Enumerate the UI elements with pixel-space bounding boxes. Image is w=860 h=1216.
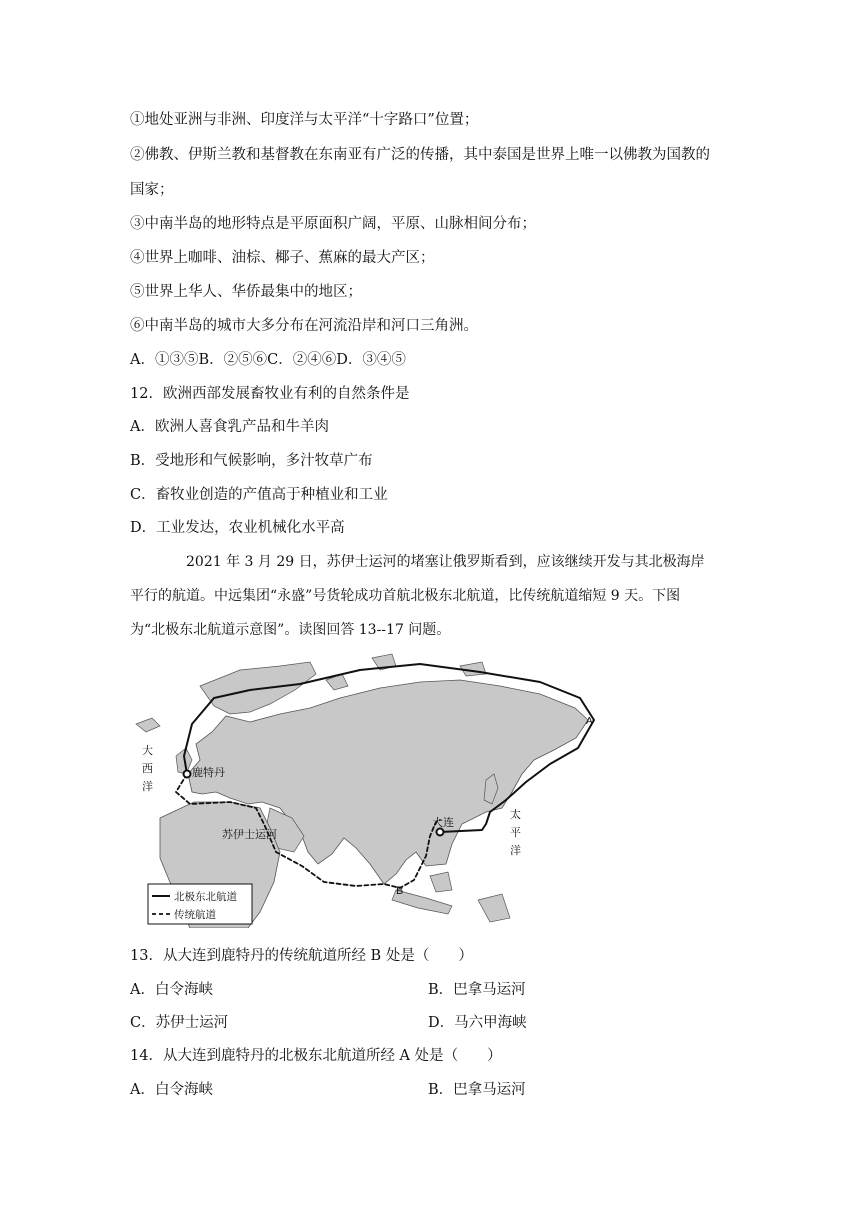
label-rotterdam: 鹿特丹	[192, 767, 225, 779]
rotterdam-marker	[184, 771, 191, 778]
label-dalian: 大连	[432, 817, 454, 829]
statement-6: ⑥中南半岛的城市大多分布在河流沿岸和河口三角洲。	[130, 318, 478, 334]
indonesia-islands	[392, 872, 510, 922]
q12-option-a[interactable]: A．欧洲人喜食乳产品和牛羊肉	[130, 419, 329, 435]
statement-3: ③中南半岛的地形特点是平原面积广阔，平原、山脉相间分布；	[130, 216, 536, 232]
q13-stem: 13．从大连到鹿特丹的传统航道所经 B 处是（ ）	[130, 948, 473, 964]
statement-2: ②佛教、伊斯兰教和基督教在东南亚有广泛的传播，其中泰国是世界上唯一以佛教为国教的	[130, 147, 710, 163]
q14-option-a[interactable]: A．白令海峡	[130, 1082, 213, 1098]
label-b: B	[396, 885, 404, 897]
passage-line-3: 为“北极东北航道示意图”。读图回答 13--17 问题。	[130, 622, 451, 638]
q12-option-c[interactable]: C．畜牧业创造的产值高于种植业和工业	[130, 487, 388, 503]
label-suez: 苏伊士运河	[222, 829, 277, 841]
greenland-landmass	[200, 662, 316, 714]
q12-stem: 12．欧洲西部发展畜牧业有利的自然条件是	[130, 386, 410, 402]
label-pacific-1: 太	[510, 809, 521, 821]
label-pacific-2: 平	[510, 827, 521, 839]
q13-option-b[interactable]: B．巴拿马运河	[428, 982, 526, 998]
passage-line-1: 2021 年 3 月 29 日，苏伊士运河的堵塞让俄罗斯看到，应该继续开发与其北极海岸	[186, 554, 705, 570]
statement-4: ④世界上咖啡、油棕、椰子、蕉麻的最大产区；	[130, 250, 435, 266]
label-atlantic-3: 洋	[142, 781, 153, 793]
statement-1: ①地处亚洲与非洲、印度洋与太平洋“十字路口”位置；	[130, 112, 479, 128]
q13-option-d[interactable]: D．马六甲海峡	[428, 1015, 527, 1031]
label-atlantic-2: 西	[142, 763, 153, 775]
legend-arctic-label: 北极东北航道	[174, 891, 237, 903]
iceland	[136, 718, 160, 732]
map-legend	[148, 884, 252, 924]
label-pacific-3: 洋	[510, 845, 521, 857]
q11-options: A．①③⑤B．②⑤⑥C．②④⑥D．③④⑤	[130, 352, 406, 368]
passage-line-2: 平行的航道。中远集团“永盛”号货轮成功首航北极东北航道，比传统航道缩短 9 天。下图	[130, 588, 681, 604]
q12-option-d[interactable]: D．工业发达，农业机械化水平高	[130, 520, 345, 536]
label-a: A	[586, 716, 593, 727]
q13-option-a[interactable]: A．白令海峡	[130, 982, 213, 998]
q14-stem: 14．从大连到鹿特丹的北极东北航道所经 A 处是（ ）	[130, 1048, 502, 1064]
reading-passage	[130, 545, 740, 647]
q14-option-b[interactable]: B．巴拿马运河	[428, 1082, 526, 1098]
legend-traditional-label: 传统航道	[174, 909, 216, 921]
q13-option-c[interactable]: C．苏伊士运河	[130, 1015, 229, 1031]
statement-5: ⑤世界上华人、华侨最集中的地区；	[130, 284, 362, 300]
dalian-marker	[437, 829, 444, 836]
label-atlantic-1: 大	[142, 745, 153, 757]
q12-option-b[interactable]: B．受地形和气候影响，多汁牧草广布	[130, 453, 373, 469]
statement-2-cont: 国家；	[130, 182, 174, 198]
arctic-route-map	[130, 652, 600, 928]
